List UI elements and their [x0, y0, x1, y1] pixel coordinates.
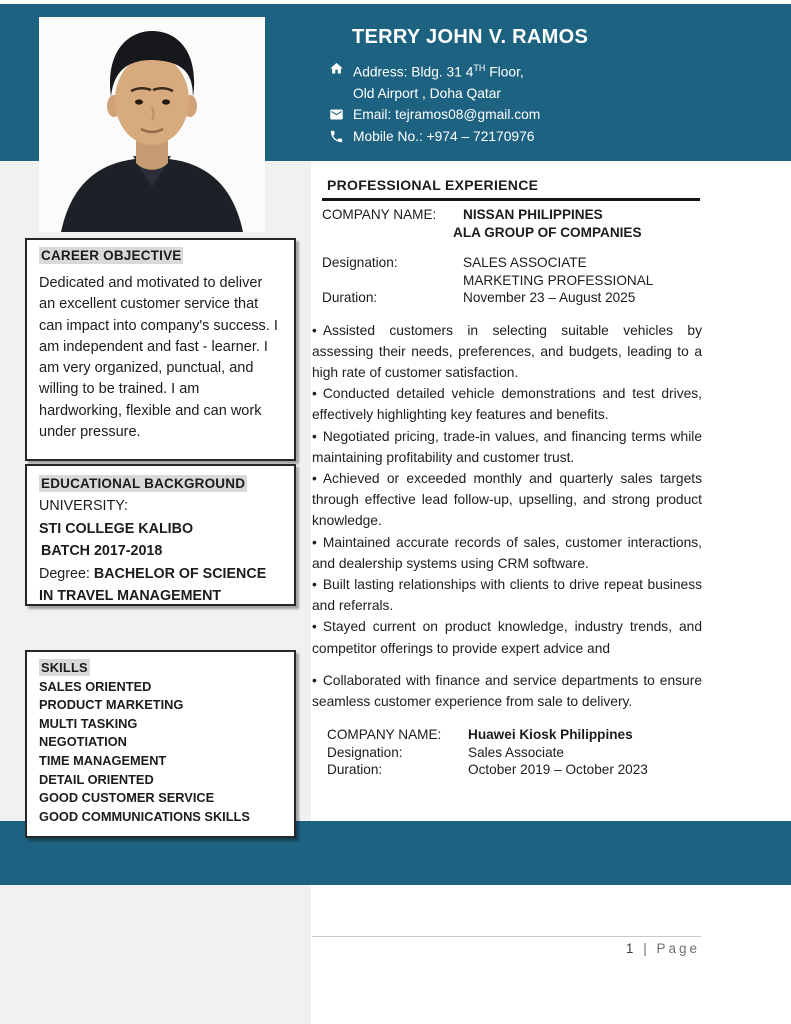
- address-line2: Old Airport , Doha Qatar: [353, 86, 501, 101]
- candidate-name: TERRY JOHN V. RAMOS: [352, 26, 589, 48]
- designation-value: SALES ASSOCIATE MARKETING PROFESSIONAL: [463, 255, 654, 288]
- bullet-marker: •: [312, 386, 317, 402]
- bullet-item: • Assisted customers in selecting suitable vehicles by assessing their needs, preferences, and budgets, leading to a high rate of customer satisfaction.: [312, 322, 702, 380]
- phone-icon: [327, 126, 345, 144]
- email-icon: [327, 104, 345, 122]
- header: [327, 26, 657, 147]
- duration-value: November 23 – August 2025: [463, 290, 636, 305]
- skill-item: GOOD COMMUNICATIONS SKILLS: [39, 808, 250, 824]
- bullet-marker: •: [312, 672, 317, 688]
- company-block-1: [322, 206, 702, 307]
- company-name-value: NISSAN PHILIPPINES ALA GROUP OF COMPANIES: [453, 207, 642, 240]
- home-icon: [327, 58, 345, 76]
- career-objective-text: Dedicated and motivated to deliver an excellent customer service that can impact into company's success. I am independent and fast - learner. I am very organized, punctual, and willing to be trained. I am hardworking, flexible and can work under pressure.: [39, 275, 278, 441]
- footer-rule: [312, 936, 701, 937]
- icon-spacer: [327, 83, 345, 86]
- bullet-item: • Built lasting relationships with clients to drive repeat business and referrals.: [312, 576, 702, 614]
- bullet-marker: •: [312, 322, 317, 338]
- bullet-item: • Collaborated with finance and service departments to ensure seamless customer experience from sale to delivery.: [312, 672, 702, 709]
- education-title: EDUCATIONAL BACKGROUND: [41, 476, 246, 491]
- bullet-item: • Stayed current on product knowledge, industry trends, and competitor offerings to provide expert advice and: [312, 619, 702, 656]
- skill-item: NEGOTIATION: [39, 734, 127, 750]
- email-text: Email: tejramos08@gmail.com: [353, 107, 541, 123]
- mobile-row: [327, 126, 657, 147]
- address-row: [327, 58, 657, 83]
- mobile-text: Mobile No.: +974 – 72170976: [353, 128, 535, 144]
- designation-label: Designation:: [327, 744, 403, 760]
- experience-section: [312, 177, 702, 779]
- designation-label: Designation:: [322, 255, 398, 270]
- skill-item: DETAIL ORIENTED: [39, 771, 154, 787]
- bullet-item: • Maintained accurate records of sales, customer interactions, and dealership systems using CRM software.: [312, 534, 702, 571]
- career-objective-box: [25, 238, 296, 461]
- company-name-value: Huawei Kiosk Philippines: [468, 727, 633, 743]
- skill-item: TIME MANAGEMENT: [39, 752, 167, 768]
- section-rule: [322, 198, 700, 201]
- bullet-item: • Negotiated pricing, trade-in values, and financing terms while maintaining profitability and customer trust.: [312, 428, 702, 465]
- address-line1: Address: Bldg. 31 4TH Floor,: [353, 63, 524, 80]
- degree-line: Degree: BACHELOR OF SCIENCE IN TRAVEL MANAGEMENT: [39, 565, 267, 605]
- experience-bullets: [312, 320, 702, 713]
- email-row: [327, 104, 657, 125]
- duration-label: Duration:: [322, 290, 378, 305]
- skill-item: GOOD CUSTOMER SERVICE: [39, 790, 215, 806]
- skill-item: PRODUCT MARKETING: [39, 697, 184, 713]
- duration-label: Duration:: [327, 762, 383, 778]
- duration-value: October 2019 – October 2023: [468, 762, 648, 778]
- bullet-item: • Conducted detailed vehicle demonstrations and test drives, effectively highlighting key features and benefits.: [312, 386, 702, 423]
- university-label: UNIVERSITY:: [39, 498, 128, 515]
- portrait-illustration: [39, 17, 265, 232]
- skills-title: SKILLS: [41, 660, 88, 675]
- bullet-marker: •: [312, 534, 317, 550]
- profile-photo: [39, 17, 265, 232]
- page-number: [540, 941, 700, 956]
- page-number-digit: 1: [625, 941, 637, 956]
- bullet-marker: •: [312, 428, 317, 444]
- education-box: [25, 464, 296, 606]
- address-row2: [327, 83, 657, 104]
- page-number-word: | Page: [643, 941, 700, 956]
- batch-years: BATCH 2017-2018: [41, 543, 163, 560]
- bullet-marker: •: [312, 576, 317, 592]
- skill-item: MULTI TASKING: [39, 715, 138, 731]
- company-name-label: COMPANY NAME:: [322, 207, 437, 222]
- company-name-label: COMPANY NAME:: [327, 727, 442, 743]
- bullet-marker: •: [312, 470, 317, 486]
- experience-title: PROFESSIONAL EXPERIENCE: [327, 177, 539, 193]
- skills-box: [25, 650, 296, 838]
- company-block-2: [327, 726, 702, 779]
- bullet-marker: •: [312, 619, 317, 635]
- skill-item: SALES ORIENTED: [39, 678, 152, 694]
- school-name: STI COLLEGE KALIBO: [39, 520, 194, 537]
- bullet-item: • Achieved or exceeded monthly and quarterly sales targets through effective lead follow-up, upselling, and strong product knowledge.: [312, 470, 702, 529]
- career-objective-title: CAREER OBJECTIVE: [41, 248, 182, 263]
- designation-value: Sales Associate: [468, 744, 564, 760]
